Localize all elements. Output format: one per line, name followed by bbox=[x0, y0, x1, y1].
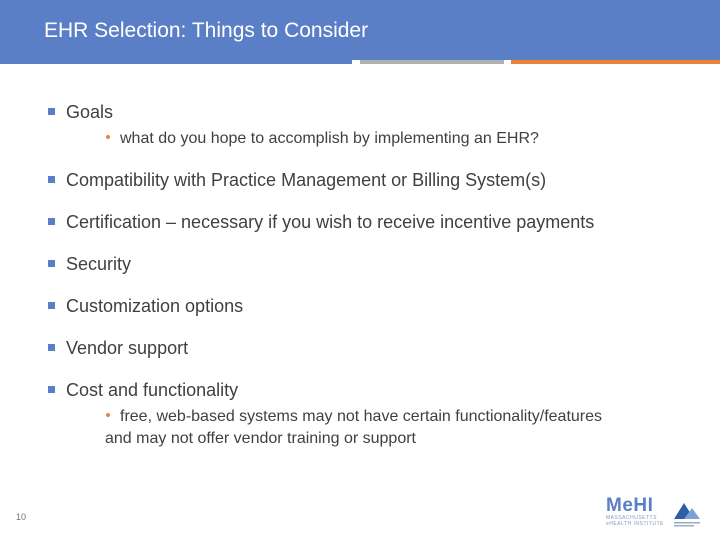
page-number: 10 bbox=[16, 512, 27, 522]
bullet-text: Certification – necessary if you wish to receive incentive payments bbox=[66, 212, 595, 232]
dot-bullet-icon bbox=[106, 135, 110, 139]
accent-line-gray bbox=[360, 60, 504, 64]
bullet-item-customization bbox=[48, 296, 243, 317]
bullet-text: Security bbox=[66, 254, 132, 274]
logo-subtitle-1: MASSACHUSETTS bbox=[606, 515, 657, 521]
bullet-text: Cost and functionality bbox=[66, 380, 239, 400]
title-bar bbox=[0, 0, 720, 60]
mehi-logo bbox=[606, 497, 666, 527]
accent-line-blue bbox=[0, 60, 352, 64]
bullet-item-cost bbox=[48, 380, 238, 401]
bullet-item-certification bbox=[48, 212, 594, 233]
bullet-text: Goals bbox=[66, 102, 114, 122]
sub-bullet-continuation bbox=[105, 428, 416, 450]
square-bullet-icon bbox=[48, 218, 55, 225]
bullet-text: Customization options bbox=[66, 296, 244, 316]
square-bullet-icon bbox=[48, 302, 55, 309]
dot-bullet-icon bbox=[106, 413, 110, 417]
square-bullet-icon bbox=[48, 176, 55, 183]
bullet-item-compatibility bbox=[48, 170, 546, 191]
bullet-item-goals bbox=[48, 102, 113, 123]
sub-bullet-text: free, web-based systems may not have certain functionality/features bbox=[120, 408, 603, 425]
sub-bullet-text: what do you hope to accomplish by implementing an EHR? bbox=[120, 130, 539, 147]
square-bullet-icon bbox=[48, 386, 55, 393]
logo-text: MeHI bbox=[606, 495, 654, 516]
mountain-logo-icon bbox=[670, 499, 704, 529]
sub-bullet-item bbox=[106, 406, 602, 428]
sub-bullet-text: and may not offer vendor training or support bbox=[105, 430, 416, 447]
square-bullet-icon bbox=[48, 344, 55, 351]
bullet-item-security bbox=[48, 254, 131, 275]
logo-subtitle-2: eHEALTH INSTITUTE bbox=[606, 521, 664, 527]
accent-line-orange bbox=[511, 60, 720, 64]
bullet-text: Compatibility with Practice Management or Billing System(s) bbox=[66, 170, 547, 190]
slide-title: EHR Selection: Things to Consider bbox=[44, 19, 369, 42]
square-bullet-icon bbox=[48, 108, 55, 115]
square-bullet-icon bbox=[48, 260, 55, 267]
bullet-text: Vendor support bbox=[66, 338, 189, 358]
sub-bullet-item bbox=[106, 128, 539, 150]
bullet-item-vendor-support bbox=[48, 338, 188, 359]
